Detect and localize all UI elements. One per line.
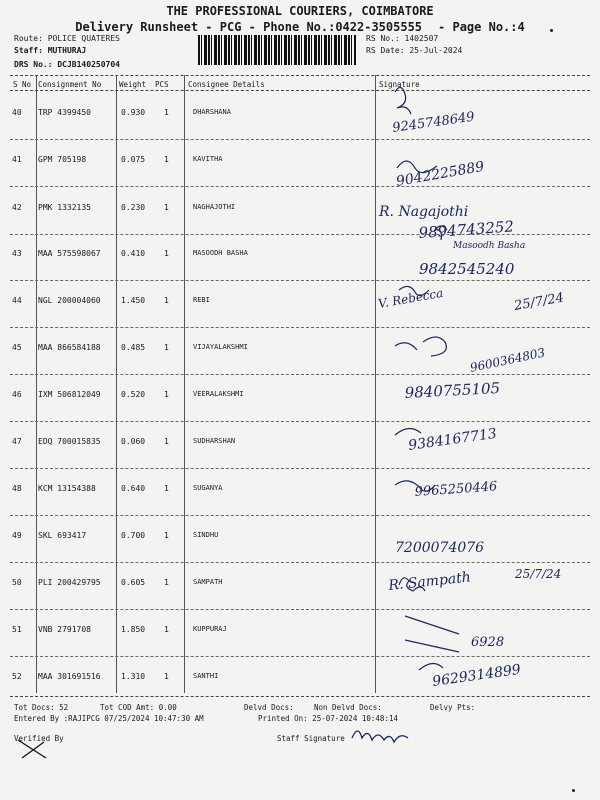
- handwritten-signatures: [375, 80, 590, 692]
- strike-line: [405, 616, 459, 634]
- runsheet-title: Delivery Runsheet - PCG - Phone No.:0422-3505555: [75, 20, 423, 34]
- scribble-mark: [423, 337, 446, 356]
- handwritten-date: 25/7/24: [513, 290, 566, 314]
- row-consignment: PLI 200429795: [38, 578, 101, 587]
- row-weight: 0.410: [121, 249, 146, 258]
- verified-scribble: [14, 738, 54, 762]
- handwritten-date: 25/7/24: [515, 567, 562, 581]
- row-sno: 42: [12, 203, 22, 212]
- scribble-mark: [395, 428, 421, 435]
- row-weight: 0.060: [121, 437, 146, 446]
- staff-label: Staff: MUTHURAJ: [14, 46, 87, 55]
- route-label: Route: POLICE QUATERES: [14, 34, 120, 43]
- row-sno: 40: [12, 108, 22, 117]
- scribble-mark: [395, 343, 417, 350]
- row-pcs: 1: [164, 437, 169, 446]
- printed-on: Printed On: 25-07-2024 10:48:14: [258, 714, 398, 723]
- handwritten-phone: 9965250446: [414, 479, 498, 500]
- col-pcs: PCS: [155, 80, 169, 89]
- runsheet-subtitle: [0, 20, 600, 34]
- handwritten-phone: 9842545240: [419, 260, 515, 278]
- handwritten-phone: 9245748649: [391, 109, 476, 136]
- total-cod-amount: Tot COD Amt: 0.00: [100, 703, 177, 712]
- row-consignee: REBI: [193, 296, 210, 304]
- verified-by-label: Verified By: [14, 734, 64, 743]
- total-docs: Tot Docs: 52: [14, 703, 69, 712]
- scribble-mark: [419, 663, 443, 670]
- handwritten-phone: 9840755105: [404, 379, 501, 402]
- row-consignee: KAVITHA: [193, 155, 223, 163]
- row-sno: 46: [12, 390, 22, 399]
- row-weight: 1.850: [121, 625, 146, 634]
- row-pcs: 1: [164, 108, 169, 117]
- barcode: [198, 35, 356, 65]
- row-pcs: 1: [164, 390, 169, 399]
- row-consignee: NAGHAJOTHI: [193, 203, 236, 211]
- row-consignment: VNB 2791708: [38, 625, 91, 634]
- row-sno: 47: [12, 437, 22, 446]
- row-sno: 44: [12, 296, 22, 305]
- row-consignee: VEERALAKSHMI: [193, 390, 244, 398]
- row-sno: 51: [12, 625, 22, 634]
- handwritten-phone: 9600364803: [468, 345, 547, 375]
- row-pcs: 1: [164, 155, 169, 164]
- col-consignee: Consignee Details: [188, 80, 265, 89]
- row-consignee: SINDHU: [193, 531, 219, 539]
- row-consignment: SKL 693417: [38, 531, 87, 540]
- handwritten-phone: 7200074076: [395, 540, 485, 556]
- speck: [572, 789, 575, 792]
- entered-by: Entered By :RAJIPCG 07/25/2024 10:47:30 AM: [14, 714, 204, 723]
- row-consignee: MASOODH BASHA: [193, 249, 248, 257]
- handwritten-name: Masoodh Basha: [453, 241, 526, 251]
- row-consignee: KUPPURAJ: [193, 625, 227, 633]
- row-pcs: 1: [164, 203, 169, 212]
- row-pcs: 1: [164, 578, 169, 587]
- handwritten-phone: 9629314899: [431, 661, 522, 690]
- company-title: THE PROFESSIONAL COURIERS, COIMBATORE: [166, 4, 434, 18]
- row-consignment: MAA 866584188: [38, 343, 101, 352]
- row-weight: 1.450: [121, 296, 146, 305]
- row-pcs: 1: [164, 672, 169, 681]
- row-consignment: MAA 301691516: [38, 672, 101, 681]
- handwritten-phone: 9384167713: [407, 425, 498, 454]
- staff-signature-label: Staff Signature: [277, 734, 345, 743]
- row-sno: 43: [12, 249, 22, 258]
- col-weight: Weight: [119, 80, 147, 89]
- row-weight: 0.605: [121, 578, 146, 587]
- rs-number: RS No.: 1402507: [366, 34, 439, 43]
- row-weight: 0.700: [121, 531, 146, 540]
- handwritten-phone: 9042225889: [394, 158, 486, 190]
- row-consignment: KCM 13154388: [38, 484, 96, 493]
- row-consignee: SAMPATH: [193, 578, 223, 586]
- row-weight: 1.310: [121, 672, 146, 681]
- strike-line: [405, 640, 459, 652]
- row-pcs: 1: [164, 484, 169, 493]
- col-sno: S No: [13, 80, 32, 89]
- row-consignment: IXM 506812049: [38, 390, 101, 399]
- col-consignment: Consignment No: [38, 80, 102, 89]
- handwritten-number: 6928: [471, 635, 505, 650]
- speck: [550, 29, 553, 32]
- row-weight: 0.520: [121, 390, 146, 399]
- row-sno: 41: [12, 155, 22, 164]
- rs-date: RS Date: 25-Jul-2024: [366, 46, 463, 55]
- row-consignment: MAA 575598067: [38, 249, 101, 258]
- handwritten-name: V. Rebecca: [377, 285, 445, 311]
- row-consignment: PMK 1332135: [38, 203, 91, 212]
- row-weight: 0.930: [121, 108, 146, 117]
- row-sno: 45: [12, 343, 22, 352]
- row-sno: 52: [12, 672, 22, 681]
- scribble-mark: [395, 87, 411, 114]
- handwritten-name: R. Sampath: [387, 569, 472, 594]
- row-sno: 48: [12, 484, 22, 493]
- row-pcs: 1: [164, 343, 169, 352]
- row-consignee: SUDHARSHAN: [193, 437, 236, 445]
- table-bottom-rule: [10, 696, 590, 697]
- row-consignment: TRP 4399450: [38, 108, 91, 117]
- row-pcs: 1: [164, 249, 169, 258]
- row-consignment: EDQ 700015835: [38, 437, 101, 446]
- col-signature: Signature: [379, 80, 420, 89]
- handwritten-name: R. Nagajothi: [379, 204, 469, 220]
- page-number: - Page No.:4: [438, 20, 525, 34]
- non-delivered-docs: Non Delvd Docs:: [314, 703, 382, 712]
- drs-label: DRS No.: DCJB140250704: [14, 60, 120, 69]
- row-consignee: DHARSHANA: [193, 108, 231, 116]
- row-consignee: VIJAYALAKSHMI: [193, 343, 248, 351]
- staff-signature-scribble: [350, 722, 420, 744]
- row-weight: 0.075: [121, 155, 146, 164]
- delivery-points: Delvy Pts:: [430, 703, 476, 712]
- row-pcs: 1: [164, 531, 169, 540]
- row-consignment: NGL 200004060: [38, 296, 101, 305]
- row-pcs: 1: [164, 296, 169, 305]
- row-pcs: 1: [164, 625, 169, 634]
- row-weight: 0.485: [121, 343, 146, 352]
- handwritten-phone: 9894743252: [418, 217, 515, 242]
- row-sno: 50: [12, 578, 22, 587]
- row-consignee: SANTHI: [193, 672, 219, 680]
- table-top-rule: [10, 75, 590, 76]
- row-consignment: GPM 705198: [38, 155, 87, 164]
- row-consignee: SUGANYA: [193, 484, 223, 492]
- delivered-docs: Delvd Docs:: [244, 703, 294, 712]
- row-weight: 0.230: [121, 203, 146, 212]
- row-weight: 0.640: [121, 484, 146, 493]
- row-sno: 49: [12, 531, 22, 540]
